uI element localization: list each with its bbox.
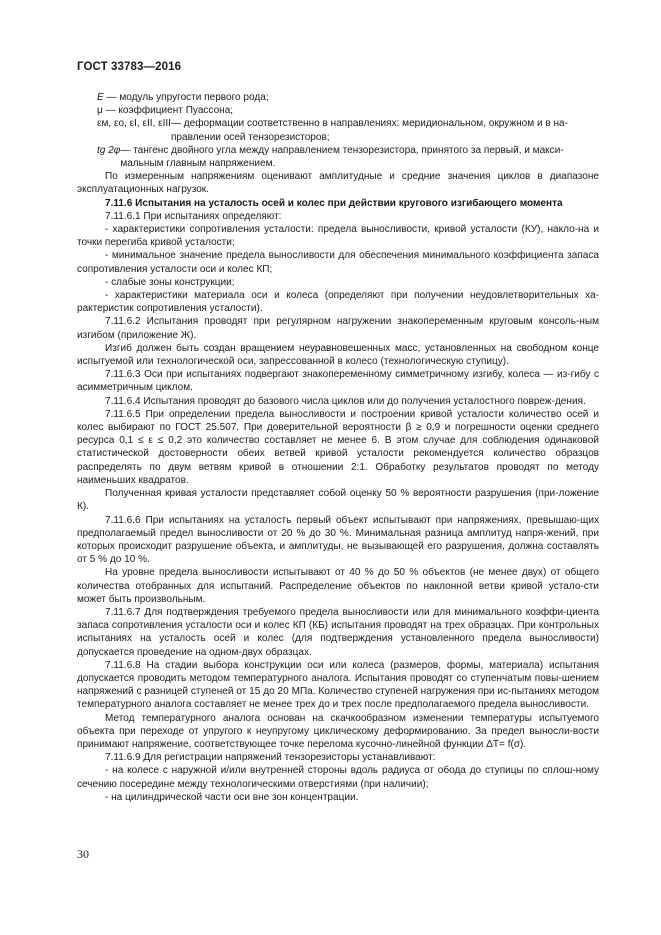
standard-header: ГОСТ 33783—2016 [77, 61, 182, 73]
definition-tg [77, 144, 599, 170]
section-heading: 7.11.6 Испытания на усталость осей и колес при действии кругового изгибающего момента [105, 197, 563, 209]
paragraph: 7.11.6.6 При испытаниях на усталость первый объект испытывают при напряжениях, превышаю-щих предполагаемый предел выносливости от 20 % до 30 %. Минимальная разница амплитуд напря-жений, при которых происходит разрушение объекта, и амплитуды, не вызывающей его разрушения, должна составлять от 5 % до 10 %. [77, 514, 599, 566]
paragraph: 7.11.6.5 При определении предела выносливости и построении кривой усталости количество осей и колес выбирают по ГОСТ 25.507. При доверительной вероятности β ≥ 0,9 и погрешности оценки среднего ресурса 0,1 ≤ ε ≤ 0,2 это количество составляет не менее 6. В этом случае для соблюдения одинаковой статистической достоверности обеих ветвей кривой усталости рекомендуется количество образцов распределять по двум ветвям кривой в отношении 2:1. Обработку результатов проводят по методу наименьших квадратов. [77, 408, 599, 486]
list-item: - на колесе с наружной и/или внутренней стороны вдоль радиуса от обода до ступицы по сплош-ному сечению посередине между технологическими отверстиями (при наличии); [77, 765, 599, 790]
definition-term: μ [97, 105, 103, 117]
definition-e [77, 91, 599, 104]
definition-term: E [97, 92, 104, 103]
definition-term: tg 2φ [97, 144, 121, 156]
document-body [77, 91, 599, 804]
list-item: - характеристики сопротивления усталости: предела выносливости, кривой усталости (КУ), накло-на и точки перегиба кривой усталости; [77, 224, 599, 249]
definition-mu [77, 104, 599, 117]
definition-text: — тангенс двойного угла между направлением тензорезистора, принятого за первый, и макси- [120, 144, 564, 156]
paragraph: 7.11.6.1 При испытаниях определяют: [105, 210, 282, 222]
paragraph: На уровне предела выносливости испытывают от 40 % до 50 % объектов (не менее двух) от общего количества отобранных для испытаний. Распределение объектов по наклонной ветви кривой устало-сти может быть произвольным. [77, 567, 599, 605]
definition-text: — деформации соответственно в направлениях: меридиональном, окружном и в на- [170, 118, 568, 130]
paragraph: 7.11.6.8 На стадии выбора конструкции оси или колеса (размеров, формы, материала) испытания допускается проводить методом температурного аналога. Испытания проводят со ступенчатым повы-шением напряжений с разницей ступеней от 15 до 20 МПа. Количество ступеней нагружения при ис-пытаниях методом температурного аналога составляет не менее трех до и трех после предполагаемого предела выносливости. [77, 659, 599, 711]
paragraph: Изгиб должен быть создан вращением неуравновешенных масс, установленных на свободном конце испытуемой или технологической оси, запрессованной в колесо (технологическую ступицу). [77, 342, 599, 368]
definition-continuation: мальным главным напряжением. [120, 158, 276, 170]
paragraph: 7.11.6.9 Для регистрации напряжений тензорезисторы устанавливают: [105, 752, 436, 764]
paragraph: По измеренным напряжениям оценивают амплитудные и средние значения циклов в диапазоне эксплуатационных нагрузок. [77, 171, 599, 196]
list-item: - на цилиндрической части оси вне зон концентрации. [105, 791, 359, 803]
paragraph: 7.11.6.2 Испытания проводят при регулярном нагружении знакопеременным круговым консоль-ным изгибом (приложение Ж). [77, 316, 599, 341]
definition-text: — коэффициент Пуассона; [102, 105, 234, 117]
paragraph: 7.11.6.4 Испытания проводят до базового числа циклов или до получения усталостного повреж-дения. [105, 395, 586, 407]
list-item: - минимальное значение предела выносливости для обеспечения минимального коэффициента запаса сопротивления усталости оси и колес КП; [77, 250, 599, 275]
paragraph: 7.11.6.3 Оси при испытаниях подвергают знакопеременному симметричному изгибу, колеса — из-гибу с асимметричным циклом. [77, 369, 599, 394]
paragraph: 7.11.6.7 Для подтверждения требуемого предела выносливости или для минимального коэффи-циента запаса сопротивления усталости оси и колес КП (КБ) испытания проводят на трех образцах. При контрольных испытаниях на усталость осей и колес (для подтверждения установленного предела выносливости) допускается проведение на одном-двух образцах. [77, 606, 599, 658]
paragraph: Метод температурного аналога основан на скачкообразном изменении температуры испытуемого объекта при переходе от упругого к неупругому циклическому деформированию. За предел выносли-вости принимают напряжение, соответствующее точке перелома кусочно-линейной функции ΔT= f(σ). [77, 712, 599, 750]
list-item: - слабые зоны конструкции; [105, 276, 235, 288]
definition-term: εм, εо, εI, εII, εIII [97, 118, 171, 130]
definition-continuation: правлении осей тензорезисторов; [170, 131, 330, 143]
page-number: 30 [77, 847, 89, 861]
paragraph: Полученная кривая усталости представляет собой оценку 50 % вероятности разрушения (при-ложение К). [77, 488, 599, 513]
definition-text: — модуль упругости первого рода; [103, 92, 269, 103]
list-item: - характеристики материала оси и колеса (определяют при получении неудовлетворительных ха-рактеристик сопротивления усталости). [77, 290, 599, 315]
definition-epsilon [77, 117, 599, 143]
